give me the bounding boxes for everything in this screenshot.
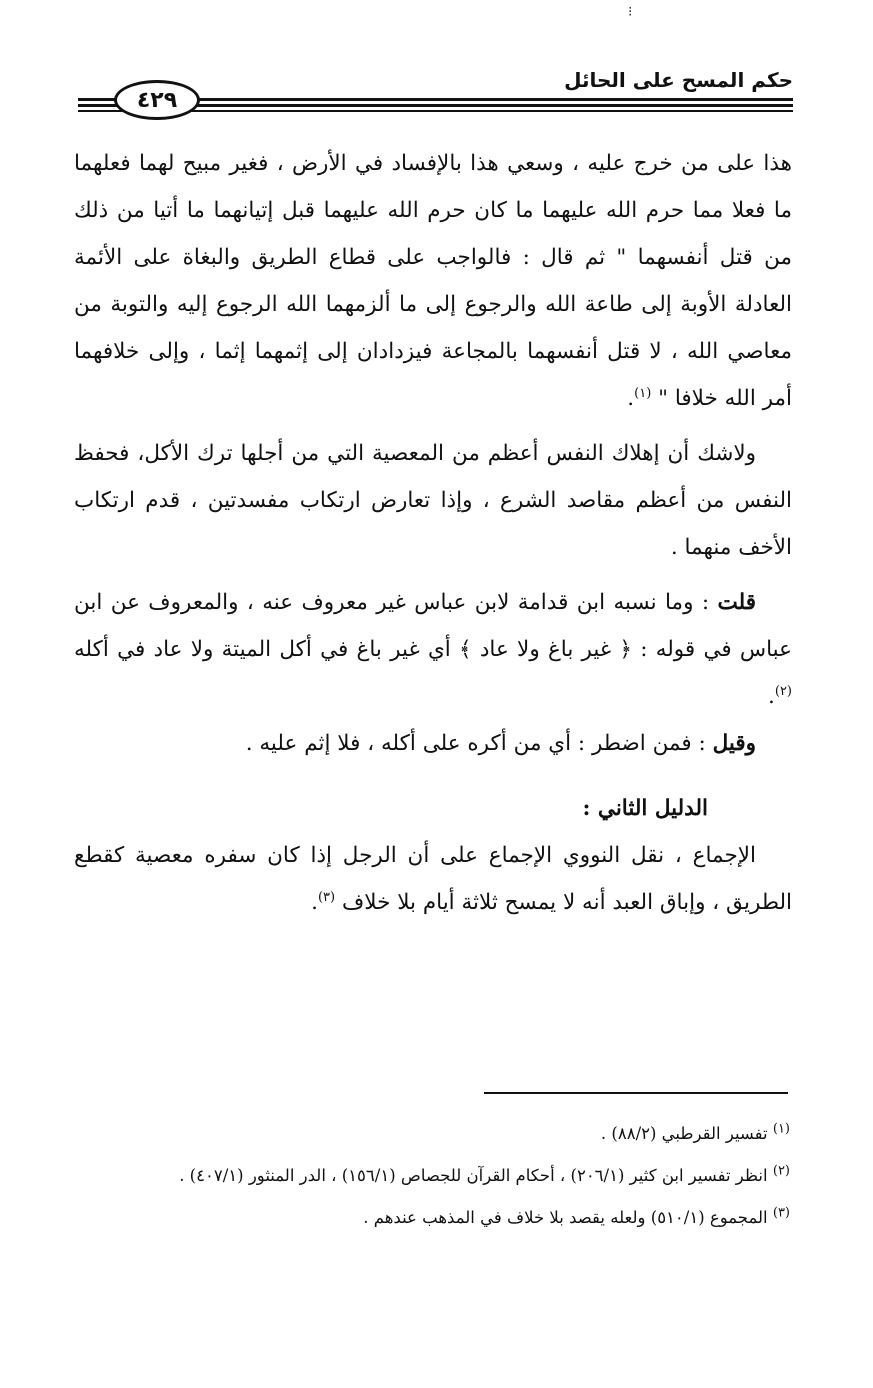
footnote-ref-2: (٢) xyxy=(774,683,792,699)
running-header xyxy=(78,62,793,122)
footnote-ref-1: (١) xyxy=(634,385,652,401)
paragraph-4 xyxy=(74,720,792,767)
page-number: ٤٢٩ xyxy=(114,80,200,120)
paragraph-3-text: : وما نسبه ابن قدامة لابن عباس غير معروف عنه ، والمعروف عن ابن عباس في قوله : ﴿ غير باغ ولا عاد ﴾ أي غير باغ في أكل الميتة ولا عاد في أكله xyxy=(74,590,792,662)
footnote-2 xyxy=(78,1158,790,1194)
scan-mark: ⁝ xyxy=(628,4,633,20)
footnote-divider xyxy=(484,1092,788,1094)
paragraph-1 xyxy=(74,140,792,422)
footnote-text: المجموع (٥١٠/١) ولعله يقصد بلا خلاف في المذهب عندهم . xyxy=(363,1208,768,1227)
main-text xyxy=(74,140,792,926)
paragraph-5-end: . xyxy=(311,890,318,915)
paragraph-3-end: . xyxy=(768,684,775,709)
footnote-text: انظر تفسير ابن كثير (٢٠٦/١) ، أحكام القرآن للجصاص (١٥٦/١) ، الدر المنثور (٤٠٧/١) . xyxy=(179,1166,768,1185)
paragraph-1-end: . xyxy=(627,386,635,411)
footnote-text: تفسير القرطبي (٨٨/٢) . xyxy=(600,1124,768,1143)
footnote-marker: (٣) xyxy=(772,1205,790,1221)
paragraph-3 xyxy=(74,579,792,720)
paragraph-4-text: : فمن اضطر : أي من أكره على أكله ، فلا إثم عليه . xyxy=(245,731,706,756)
footnote-ref-3: (٣) xyxy=(317,889,336,905)
section-heading: الدليل الثاني : xyxy=(582,796,708,821)
paragraph-5 xyxy=(74,832,792,926)
footnote-marker: (٢) xyxy=(772,1163,790,1179)
footnote-marker: (١) xyxy=(772,1121,790,1137)
footnotes xyxy=(78,1116,790,1236)
paragraph-5-text: الإجماع ، نقل النووي الإجماع على أن الرجل إذا كان سفره معصية كقطع الطريق ، وإباق العبد أنه لا يمسح ثلاثة أيام بلا خلاف xyxy=(74,843,792,915)
paragraph-3-lead: قلت xyxy=(717,590,756,615)
header-title: حكم المسح على الحائل xyxy=(564,68,793,92)
paragraph-4-lead: وقيل xyxy=(712,731,756,756)
paragraph-1-text: هذا على من خرج عليه ، وسعي هذا بالإفساد في الأرض ، فغير مبيح لهما فعلهما ما فعلا مما حرم الله عليهما ما كان حرم الله عليهما قبل إتيانهما ما أتيا من ذلك من قتل أنفسهما " ثم قال : فالواجب على قطاع الطريق والبغاة على الأئمة العادلة الأوبة إلى طاعة الله والرجوع إلى ما ألزمهما الله الرجوع إليه والتوبة من معاصي الله ، لا قتل أنفسهما بالمجاعة فيزدادان إلى إثمهما إثما ، وإلى خلافهما أمر الله خلافا " xyxy=(74,151,792,411)
footnote-1 xyxy=(78,1116,790,1152)
footnote-3 xyxy=(78,1200,790,1236)
paragraph-2: ولاشك أن إهلاك النفس أعظم من المعصية التي من أجلها ترك الأكل، فحفظ النفس من أعظم مقاصد الشرع ، وإذا تعارض ارتكاب مفسدتين ، قدم ارتكاب الأخف منهما . xyxy=(74,441,792,560)
